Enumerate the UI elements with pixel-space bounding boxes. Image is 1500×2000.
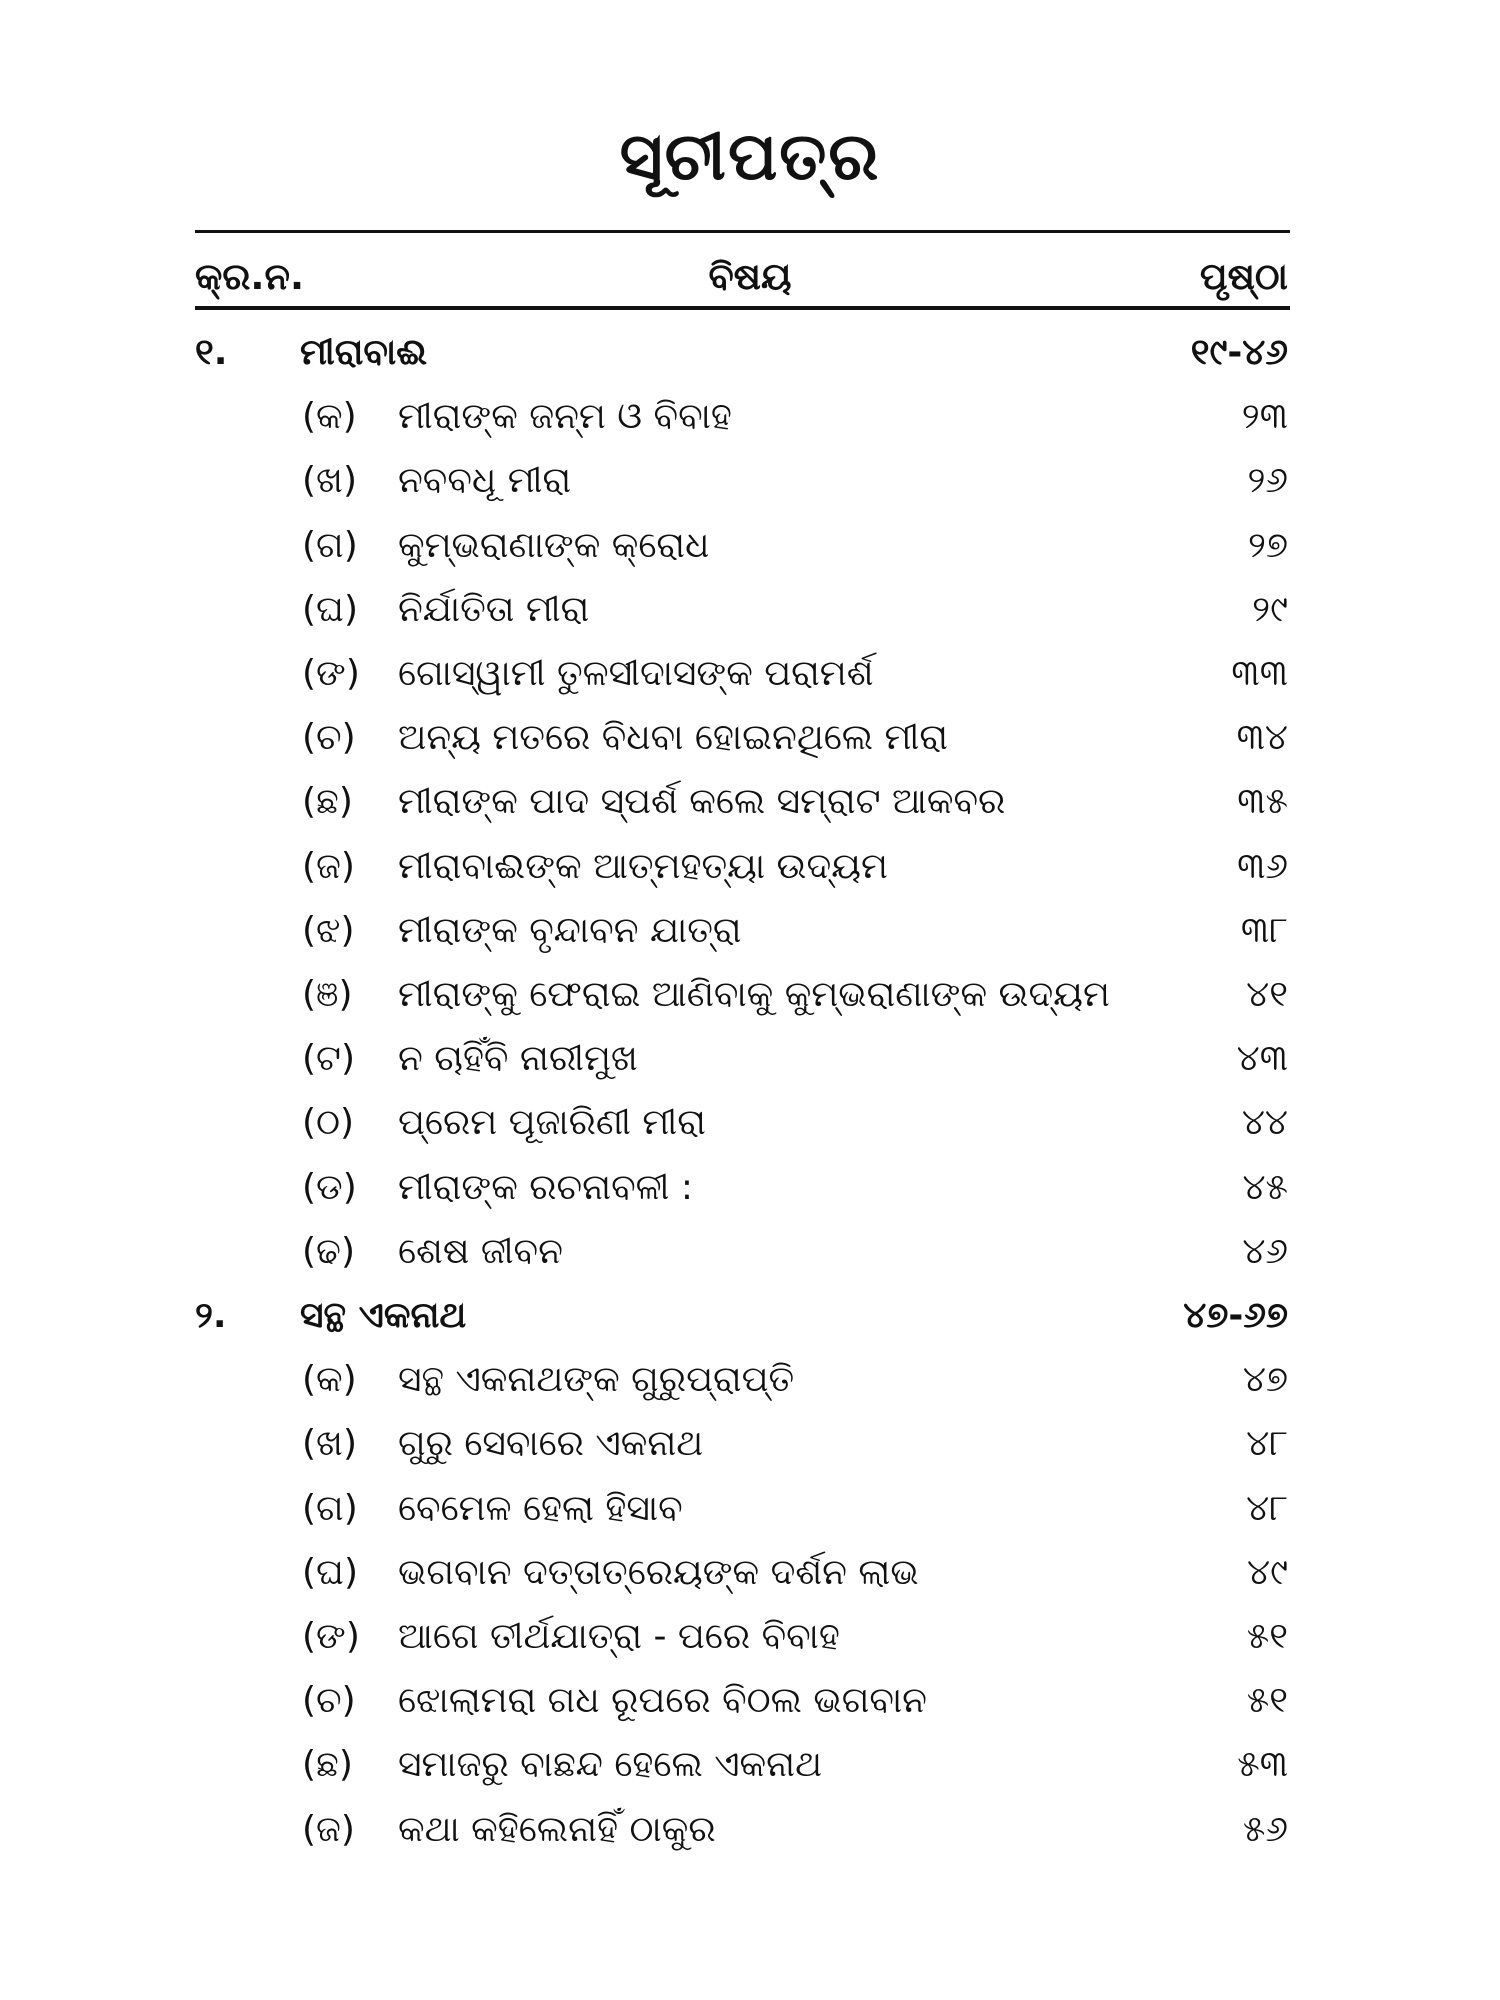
item-title: କଥା କହିଲେନାହିଁ ଠାକୁର	[398, 1808, 716, 1850]
item-page: ୪୫	[1242, 1166, 1288, 1208]
item-page: ୫୧	[1246, 1616, 1288, 1657]
toc-item-row	[0, 1160, 1500, 1216]
toc-item-row	[0, 839, 1500, 895]
item-page: ୪୧	[1246, 974, 1288, 1015]
item-page: ୫୩	[1237, 1744, 1288, 1786]
item-title: ଗୁରୁ ସେବାରେ ଏକନାଥ	[398, 1423, 704, 1465]
item-title: ନବବଧୂ ମୀରା	[398, 460, 572, 502]
item-letter: (କ)	[302, 1359, 357, 1401]
section-title: ମୀରାବାଈ	[300, 332, 428, 373]
item-letter: (ଟ)	[302, 1038, 356, 1080]
item-letter: (ଢ)	[302, 1230, 356, 1272]
item-page: ୨୭	[1248, 524, 1288, 566]
toc-item-row	[0, 646, 1500, 702]
item-letter: (ଗ)	[302, 1487, 358, 1529]
item-page: ୪୮	[1246, 1487, 1288, 1529]
item-letter: (ଚ)	[302, 1680, 356, 1722]
item-page: ୩୮	[1240, 909, 1288, 951]
item-title: ଶେଷ ଜୀବନ	[398, 1230, 563, 1272]
header-top-rule	[195, 230, 1290, 233]
item-page: ୨୩	[1241, 396, 1288, 438]
section-pages: ୪୭-୬୭	[1183, 1295, 1288, 1336]
toc-item-row	[0, 1737, 1500, 1793]
header-subject: ବିଷୟ	[708, 255, 792, 298]
item-title: ମୀରାଙ୍କ ପାଦ ସ୍ପର୍ଶ କଲେ ସମ୍ରାଟ ଆକବର	[398, 781, 1006, 823]
item-page: ୨୯	[1252, 588, 1288, 630]
item-title: ନିର୍ଯାତିତା ମୀରା	[398, 588, 590, 630]
toc-item-row	[0, 1802, 1500, 1858]
toc-item-row	[0, 903, 1500, 959]
item-title: ଝୋଲାମରା ଗଧ ରୂପରେ ବିଠଲ ଭଗବାନ	[398, 1680, 927, 1722]
item-letter: (ଙ)	[302, 653, 360, 694]
header-bottom-rule	[195, 306, 1290, 310]
item-title: ଆଗେ ତୀର୍ଥଯାତ୍ରା - ପରେ ବିବାହ	[398, 1616, 840, 1657]
item-title: ବେମେଳ ହେଲା ହିସାବ	[398, 1487, 683, 1529]
toc-item-row	[0, 1352, 1500, 1408]
toc-item-row	[0, 774, 1500, 830]
item-letter: (ଖ)	[302, 1423, 358, 1465]
item-title: ଭଗବାନ ଦତ୍ତାତ୍ରେୟଙ୍କ ଦର୍ଶନ ଲାଭ	[398, 1551, 919, 1593]
item-title: ମୀରାଙ୍କ ବୃନ୍ଦାବନ ଯାତ୍ରା	[398, 909, 742, 951]
page-title: ସୂଚୀପତ୍ର	[619, 118, 881, 195]
item-title: ସମାଜରୁ ବାଛନ୍ଦ ହେଲେ ଏକନାଥ	[398, 1744, 822, 1786]
item-page: ୪୭	[1242, 1359, 1288, 1401]
item-page: ୫୧	[1246, 1680, 1288, 1722]
item-page: ୪୮	[1246, 1423, 1288, 1465]
item-letter: (ଠ)	[302, 1102, 355, 1144]
item-letter: (ଜ)	[302, 1808, 355, 1850]
toc-section-row	[0, 325, 1500, 381]
toc-item-row	[0, 518, 1500, 574]
item-page: ୩୬	[1237, 845, 1288, 887]
item-title: ନ ଚାହିଁବି ନାରୀମୁଖ	[398, 1038, 638, 1080]
item-title: ଅନ୍ୟ ମତରେ ବିଧବା ହୋଇନଥିଲେ ମୀରା	[398, 717, 948, 759]
item-title: ପ୍ରେମ ପୂଜାରିଣୀ ମୀରା	[398, 1102, 706, 1144]
toc-item-row	[0, 1416, 1500, 1472]
toc-item-row	[0, 582, 1500, 638]
item-letter: (ଜ)	[302, 845, 355, 887]
toc-item-row	[0, 1481, 1500, 1537]
item-page: ୫୬	[1242, 1808, 1288, 1850]
item-letter: (ଗ)	[302, 524, 358, 566]
section-number: ୧.	[195, 332, 228, 373]
item-title: ମୀରାଙ୍କୁ ଫେରାଇ ଆଣିବାକୁ କୁମ୍ଭରାଣାଙ୍କ ଉଦ୍ୟମ	[398, 974, 1110, 1015]
toc-item-row	[0, 710, 1500, 766]
toc-item-row	[0, 1609, 1500, 1665]
toc-section-row	[0, 1288, 1500, 1344]
toc-item-row	[0, 1095, 1500, 1151]
item-page: ୩୩	[1231, 653, 1288, 694]
toc-item-row	[0, 453, 1500, 509]
item-letter: (ଚ)	[302, 717, 356, 759]
item-title: ମୀରାଙ୍କ ଜନ୍ମ ଓ ବିବାହ	[398, 396, 732, 438]
item-letter: (ଛ)	[302, 1744, 353, 1786]
section-title: ସନ୍ଥ ଏକନାଥ	[300, 1295, 467, 1336]
toc-item-row	[0, 389, 1500, 445]
item-title: ମୀରାବାଈଙ୍କ ଆତ୍ମହତ୍ୟା ଉଦ୍ୟମ	[398, 845, 888, 887]
item-letter: (ଘ)	[302, 588, 358, 630]
item-letter: (ଛ)	[302, 781, 353, 823]
item-page: ୪୩	[1236, 1038, 1288, 1080]
item-title: ସନ୍ଥ ଏକନାଥଙ୍କ ଗୁରୁପ୍ରାପ୍ତି	[398, 1359, 795, 1401]
item-title: ମୀରାଙ୍କ ରଚନାବଳୀ :	[398, 1166, 694, 1208]
header-page: ପୃଷ୍ଠା	[1199, 255, 1288, 298]
toc-item-row	[0, 1031, 1500, 1087]
item-letter: (ଡ)	[302, 1166, 357, 1208]
item-title: କୁମ୍ଭରାଣାଙ୍କ କ୍ରୋଧ	[398, 524, 710, 566]
toc-item-row	[0, 1224, 1500, 1280]
toc-item-row	[0, 1673, 1500, 1729]
item-page: ୪୬	[1242, 1230, 1288, 1272]
item-page: ୨୬	[1247, 460, 1288, 502]
item-page: ୪୯	[1247, 1551, 1288, 1593]
item-letter: (ଞ)	[302, 974, 353, 1015]
item-title: ଗୋସ୍ୱାମୀ ତୁଳସୀଦାସଙ୍କ ପରାମର୍ଶ	[398, 653, 874, 694]
item-page: ୪୪	[1241, 1102, 1288, 1144]
item-letter: (ଝ)	[302, 909, 355, 951]
item-letter: (ଖ)	[302, 460, 358, 502]
toc-item-row	[0, 967, 1500, 1023]
item-page: ୩୪	[1236, 717, 1288, 759]
header-serial: କ୍ର.ନ.	[195, 255, 304, 298]
section-number: ୨.	[195, 1295, 227, 1336]
section-pages: ୧୯-୪୬	[1190, 332, 1288, 373]
item-letter: (ଙ)	[302, 1616, 360, 1657]
item-letter: (ଘ)	[302, 1551, 358, 1593]
item-letter: (କ)	[302, 396, 357, 438]
toc-item-row	[0, 1545, 1500, 1601]
item-page: ୩୫	[1237, 781, 1288, 823]
